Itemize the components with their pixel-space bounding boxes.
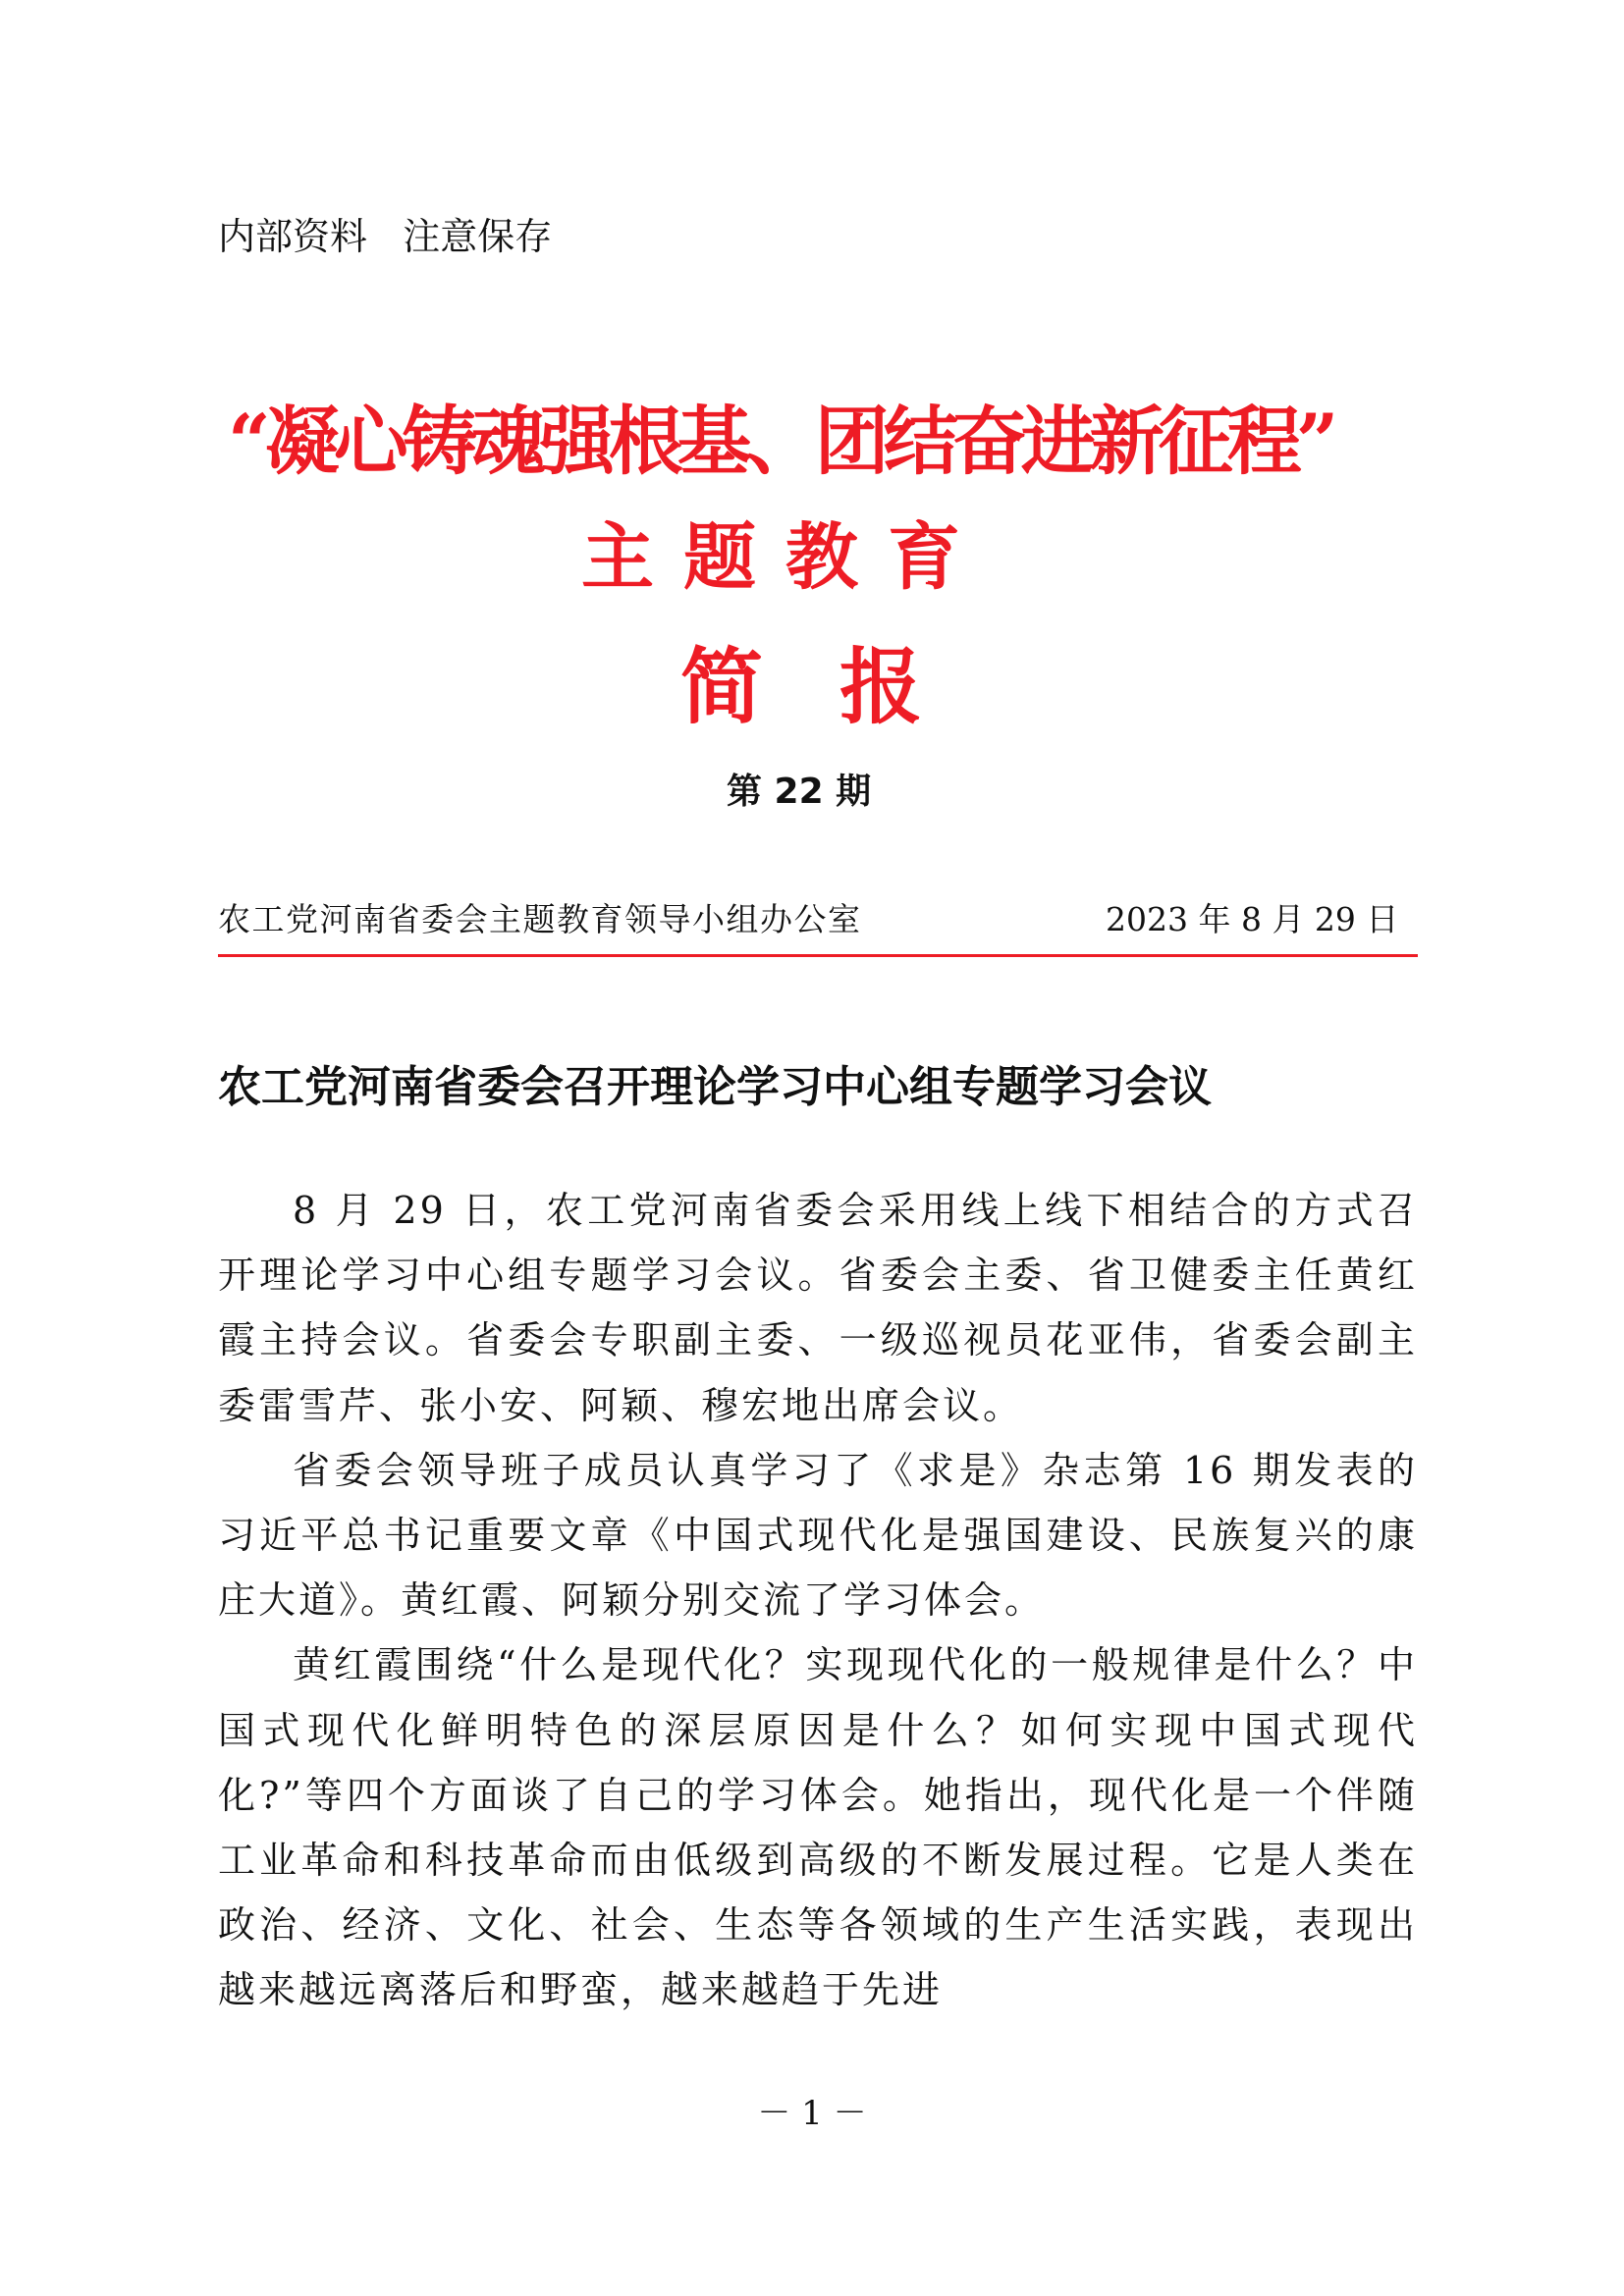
red-divider-line <box>218 954 1418 957</box>
issue-number: 第 22 期 <box>727 772 872 812</box>
article-paragraph: 黄红霞围绕“什么是现代化？实现现代化的一般规律是什么？中国式现代化鲜明特色的深层原因是什么？如何实现中国式现代化?”等四个方面谈了自己的学习体会。她指出，现代化是一个伴随工业革命和科技革命而由低级到高级的不断发展过程。它是人类在政治、经济、文化、社会、生态等各领域的生产生活实践，表现出越来越远离落后和野蛮，越来越趋于先进 <box>218 1643 1418 2012</box>
publish-date: 2023 年 8 月 29 日 <box>1106 900 1399 938</box>
masthead-title-line1: “凝心铸魂强根基、团结奋进新征程” <box>228 398 1333 485</box>
publisher-organization: 农工党河南省委会主题教育领导小组办公室 <box>218 900 862 938</box>
article-body <box>218 1178 1418 2023</box>
article-paragraph: 8 月 29 日，农工党河南省委会采用线上线下相结合的方式召开理论学习中心组专题学习会议。省委会主委、省卫健委主任黄红霞主持会议。省委会专职副主委、一级巡视员花亚伟，省委会副主委雷雪芹、张小安、阿颖、穆宏地出席会议。 <box>218 1189 1418 1427</box>
article-paragraph: 省委会领导班子成员认真学习了《求是》杂志第 16 期发表的习近平总书记重要文章《中国式现代化是强国建设、民族复兴的康庄大道》。黄红霞、阿颖分别交流了学习体会。 <box>218 1448 1418 1623</box>
article-title: 农工党河南省委会召开理论学习中心组专题学习会议 <box>218 1062 1212 1112</box>
masthead-title-line2: 主题教育 <box>581 515 990 600</box>
confidential-notice: 内部资料 注意保存 <box>218 215 553 258</box>
page-number: － 1 － <box>757 2094 867 2133</box>
masthead-title-line3: 简报 <box>680 638 1000 735</box>
